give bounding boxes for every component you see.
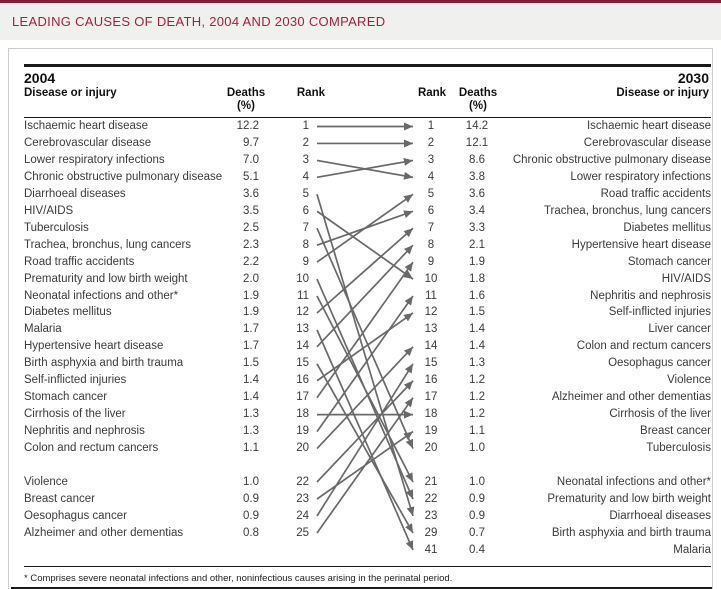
- deaths-value: 1.8: [469, 272, 485, 285]
- header-deaths-2030-line1: Deaths: [458, 87, 498, 99]
- deaths-value: 12.1: [465, 136, 489, 149]
- rank-value: 6: [427, 204, 435, 217]
- deaths-value: 1.9: [469, 255, 485, 268]
- rank-value: 19: [424, 425, 438, 438]
- rank-value: 13: [296, 323, 309, 336]
- header-disease-2030: Disease or injury: [616, 87, 709, 99]
- deaths-value: 1.1: [469, 425, 485, 438]
- table-row-2030: [9, 152, 714, 169]
- disease-label: Liver cancer: [648, 323, 711, 336]
- deaths-value: 1.1: [243, 442, 259, 455]
- table-row-2030: [9, 288, 714, 305]
- disease-label: Stomach cancer: [24, 391, 108, 404]
- deaths-value: 3.8: [469, 170, 485, 183]
- table-row-2030: [9, 508, 714, 525]
- deaths-value: 1.7: [243, 323, 259, 336]
- disease-label: Prematurity and low birth weight: [547, 492, 711, 505]
- disease-label: Cirrhosis of the liver: [609, 408, 711, 421]
- table-row-2030: [9, 389, 714, 406]
- disease-label: HIV/AIDS: [661, 272, 711, 285]
- disease-label: Neonatal infections and other*: [24, 289, 179, 302]
- deaths-value: 1.6: [469, 289, 485, 302]
- disease-label: Malaria: [24, 323, 62, 336]
- deaths-value: 0.8: [243, 526, 259, 539]
- rank-value: 2: [302, 136, 309, 149]
- rank-value: 23: [424, 509, 438, 522]
- rank-value: 14: [424, 340, 438, 353]
- disease-label: Trachea, bronchus, lung cancers: [543, 204, 711, 217]
- disease-label: Nephritis and nephrosis: [590, 289, 711, 302]
- rank-value: 16: [424, 374, 438, 387]
- year-label-2030: 2030: [677, 70, 709, 86]
- rank-value: 9: [302, 255, 309, 268]
- disease-label: Stomach cancer: [627, 255, 711, 268]
- rank-value: 4: [427, 170, 435, 183]
- comparison-panel: [8, 48, 713, 589]
- rank-value: 2: [427, 136, 435, 149]
- disease-label: Cerebrovascular disease: [583, 136, 711, 149]
- disease-label: Chronic obstructive pulmonary disease: [512, 153, 711, 166]
- rank-value: 8: [302, 238, 309, 251]
- rank-value: 10: [424, 272, 438, 285]
- rank-value: 11: [425, 289, 437, 302]
- rank-value: 24: [296, 509, 309, 522]
- deaths-value: 3.6: [469, 187, 485, 200]
- deaths-value: 0.9: [469, 492, 485, 505]
- table-row-2030: [9, 372, 714, 389]
- deaths-value: 2.1: [469, 238, 485, 251]
- title-bar: [0, 3, 721, 40]
- rank-value: 9: [427, 255, 435, 268]
- table-row-2030: [9, 355, 714, 372]
- rank-value: 12: [424, 306, 438, 319]
- deaths-value: 2.0: [243, 272, 259, 285]
- disease-label: Diabetes mellitus: [623, 221, 711, 234]
- deaths-value: 1.4: [469, 340, 485, 353]
- disease-label: Tuberculosis: [24, 221, 89, 234]
- rank-value: 23: [296, 492, 309, 505]
- rank-value: 7: [302, 221, 309, 234]
- rank-value: 20: [296, 442, 309, 455]
- disease-label: Road traffic accidents: [600, 187, 711, 200]
- disease-label: Ischaemic heart disease: [24, 120, 149, 132]
- deaths-value: 0.4: [469, 543, 485, 556]
- table-row-2030: [9, 406, 714, 423]
- table-row-2030: [9, 271, 714, 288]
- rank-value: 22: [296, 475, 309, 488]
- rank-value: 14: [296, 340, 309, 353]
- disease-label: HIV/AIDS: [24, 204, 74, 217]
- deaths-value: 3.4: [469, 204, 485, 217]
- table-row-2030: [9, 203, 714, 220]
- header-deaths-2004-unit: (%): [237, 100, 255, 112]
- rank-value: 18: [296, 408, 309, 421]
- header-rank-2030: Rank: [417, 87, 447, 99]
- year-label-2004: 2004: [24, 70, 56, 86]
- disease-label: Self-inflicted injuries: [24, 374, 127, 387]
- deaths-value: 1.0: [469, 475, 485, 488]
- deaths-value: 1.3: [243, 408, 259, 421]
- deaths-value: 1.4: [243, 391, 259, 404]
- disease-label: Hypertensive heart disease: [571, 238, 711, 251]
- deaths-value: 1.4: [469, 323, 485, 336]
- disease-label: Neonatal infections and other*: [556, 475, 711, 488]
- rank-value: 4: [302, 170, 309, 183]
- rank-value: 1: [302, 120, 309, 132]
- deaths-value: 0.7: [469, 526, 485, 539]
- bottom-rule: [24, 566, 711, 567]
- deaths-value: 1.7: [243, 340, 259, 353]
- table-row-2030: [9, 321, 714, 338]
- disease-label: Breast cancer: [24, 492, 95, 505]
- disease-label: Alzheimer and other dementias: [24, 526, 184, 539]
- disease-label: Road traffic accidents: [24, 255, 135, 268]
- deaths-value: 1.5: [469, 306, 485, 319]
- rank-value: 13: [424, 323, 438, 336]
- deaths-value: 1.0: [243, 475, 259, 488]
- rank-value: 21: [424, 475, 438, 488]
- disease-label: Violence: [24, 475, 68, 488]
- deaths-value: 1.9: [243, 306, 259, 319]
- header-deaths-2004: [216, 87, 276, 113]
- deaths-value: 3.3: [469, 221, 485, 234]
- deaths-value: 1.2: [469, 391, 485, 404]
- disease-label: Cerebrovascular disease: [24, 136, 152, 149]
- disease-label: Lower respiratory infections: [570, 170, 711, 183]
- disease-label: Birth asphyxia and birth trauma: [24, 357, 184, 370]
- rank-value: 25: [296, 526, 309, 539]
- table-row-2030: [9, 254, 714, 271]
- deaths-value: 9.7: [243, 136, 259, 149]
- disease-label: Lower respiratory infections: [24, 153, 165, 166]
- rank-value: 22: [424, 492, 438, 505]
- deaths-value: 1.5: [243, 357, 259, 370]
- rank-value: 41: [424, 543, 438, 556]
- deaths-value: 0.9: [469, 509, 485, 522]
- table-row-2030: [9, 423, 714, 440]
- header-deaths-2004-line1: Deaths: [226, 87, 266, 99]
- disease-label: Diarrhoeal diseases: [609, 509, 711, 522]
- table-row-2030: [9, 440, 714, 457]
- deaths-value: 1.2: [469, 374, 485, 387]
- deaths-value: 0.9: [243, 492, 259, 505]
- disease-label: Ischaemic heart disease: [586, 120, 711, 132]
- disease-label: Colon and rectum cancers: [24, 442, 159, 455]
- table-row-2030: [9, 304, 714, 321]
- rank-value: 1: [427, 120, 435, 132]
- rank-value: 17: [424, 391, 438, 404]
- rank-value: 11: [297, 289, 309, 302]
- deaths-value: 2.2: [243, 255, 259, 268]
- rank-value: 3: [302, 153, 309, 166]
- deaths-value: 1.3: [469, 357, 485, 370]
- rank-value: 15: [296, 357, 309, 370]
- table-row-2030: [9, 338, 714, 355]
- top-rule: [24, 64, 711, 67]
- table-row-2030: [9, 135, 714, 152]
- deaths-value: 1.4: [243, 374, 259, 387]
- rank-value: 17: [296, 391, 309, 404]
- rank-value: 20: [424, 442, 438, 455]
- rank-value: 16: [296, 374, 309, 387]
- table-row-2030: [9, 169, 714, 186]
- deaths-value: 5.1: [243, 170, 259, 183]
- disease-label: Colon and rectum cancers: [576, 340, 711, 353]
- deaths-value: 3.5: [243, 204, 259, 217]
- rank-value: 8: [427, 238, 435, 251]
- table-row-2030: [9, 542, 714, 559]
- header-deaths-2030: [448, 87, 508, 113]
- footnote: * Comprises severe neonatal infections and other, noninfectious causes arising in the perinatal period.: [24, 573, 453, 584]
- disease-label: Self-inflicted injuries: [608, 306, 711, 319]
- rank-value: 19: [296, 425, 309, 438]
- table-row-2030: [9, 525, 714, 542]
- disease-label: Chronic obstructive pulmonary disease: [24, 170, 223, 183]
- deaths-value: 0.9: [243, 509, 259, 522]
- table-row-2030: [9, 491, 714, 508]
- disease-label: Oesophagus cancer: [24, 509, 127, 522]
- disease-label: Hypertensive heart disease: [24, 340, 164, 353]
- deaths-value: 7.0: [243, 153, 259, 166]
- disease-label: Malaria: [673, 543, 711, 556]
- disease-label: Cirrhosis of the liver: [24, 408, 126, 421]
- table-row-2030: [9, 118, 714, 135]
- header-disease-2004: Disease or injury: [24, 87, 117, 99]
- deaths-value: 3.6: [243, 187, 259, 200]
- rank-value: 10: [296, 272, 309, 285]
- table-row-2030: [9, 186, 714, 203]
- rank-value: 7: [427, 221, 435, 234]
- disease-label: Diarrhoeal diseases: [24, 187, 126, 200]
- deaths-value: 1.9: [243, 289, 259, 302]
- rank-value: 5: [427, 187, 435, 200]
- rank-value: 15: [424, 357, 438, 370]
- table-row-2030: [9, 220, 714, 237]
- disease-label: Trachea, bronchus, lung cancers: [24, 238, 192, 251]
- rank-value: 29: [424, 526, 438, 539]
- table-row-2030: [9, 237, 714, 254]
- rank-value: 12: [296, 306, 309, 319]
- deaths-value: 1.3: [243, 425, 259, 438]
- disease-label: Alzheimer and other dementias: [551, 391, 711, 404]
- disease-label: Diabetes mellitus: [24, 306, 112, 319]
- deaths-value: 2.5: [243, 221, 259, 234]
- deaths-value: 14.2: [465, 120, 489, 132]
- disease-label: Breast cancer: [640, 425, 711, 438]
- disease-label: Nephritis and nephrosis: [24, 425, 145, 438]
- header-deaths-2030-unit: (%): [469, 100, 487, 112]
- disease-label: Prematurity and low birth weight: [24, 272, 188, 285]
- deaths-value: 1.2: [469, 408, 485, 421]
- rank-value: 6: [302, 204, 309, 217]
- deaths-value: 12.2: [236, 120, 259, 132]
- deaths-value: 8.6: [469, 153, 485, 166]
- disease-label: Violence: [667, 374, 711, 387]
- rank-value: 3: [427, 153, 435, 166]
- header-rank-2004: Rank: [296, 87, 325, 99]
- table-row-2030: [9, 474, 714, 491]
- deaths-value: 2.3: [243, 238, 259, 251]
- disease-label: Birth asphyxia and birth trauma: [551, 526, 711, 539]
- disease-label: Oesophagus cancer: [608, 357, 711, 370]
- rank-value: 5: [302, 187, 309, 200]
- rank-value: 18: [424, 408, 438, 421]
- page-title: LEADING CAUSES OF DEATH, 2004 AND 2030 COMPARED: [12, 14, 386, 29]
- deaths-value: 1.0: [469, 442, 485, 455]
- disease-label: Tuberculosis: [646, 442, 711, 455]
